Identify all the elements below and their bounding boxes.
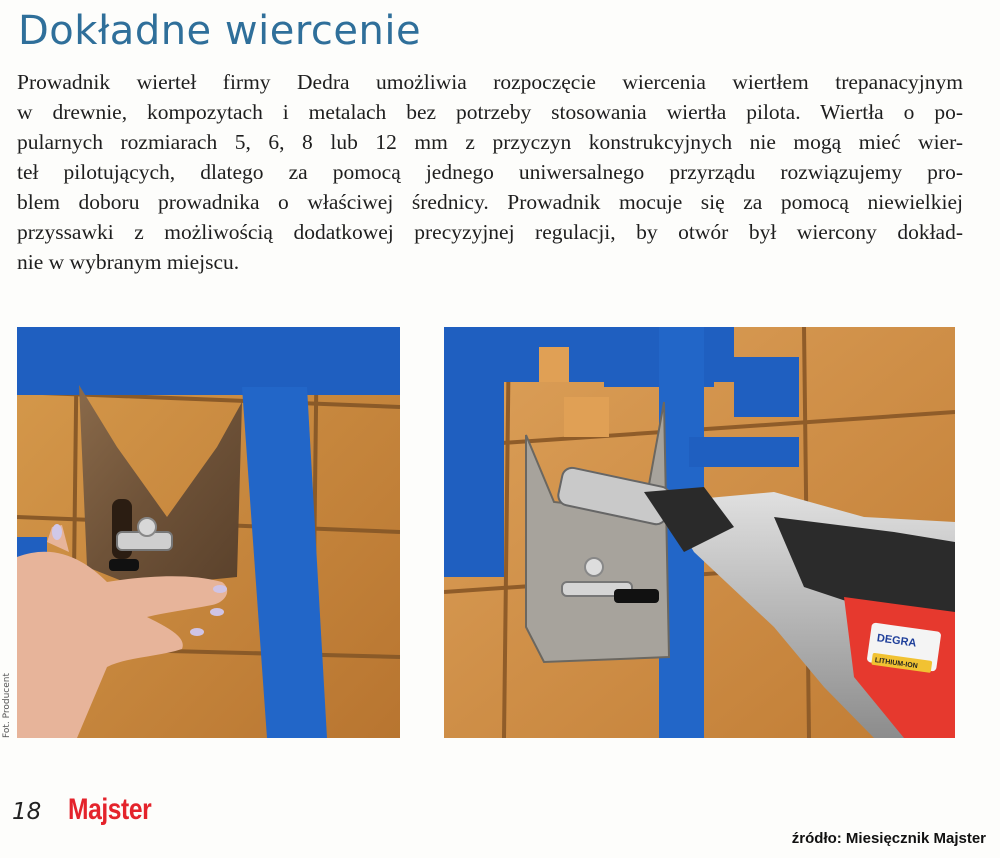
article-title: Dokładne wiercenie [18,8,422,54]
photo-credit: Fot. Producent [2,672,12,738]
article-body [17,67,963,277]
source-caption: źródło: Miesięcznik Majster [791,830,986,847]
body-line: przyssawki z możliwością dodatkowej precyzyjnej regulacji, by otwór był wiercony dokład- [17,220,963,244]
photo-drilling-with-guide [444,327,955,738]
photo-drilling-with-guide-illustration [444,327,955,738]
body-line: nie w wybranym miejscu. [17,250,240,274]
body-line: blem doboru prowadnika o właściwej średnicy. Prowadnik mocuje się za pomocą niewielkiej [17,190,963,214]
body-line: teł pilotujących, dlatego za pomocą jednego uniwersalnego przyrządu rozwiązujemy pro- [17,160,963,184]
body-line: pularnych rozmiarach 5, 6, 8 lub 12 mm z przyczyn konstrukcyjnych nie mogą mieć wier- [17,130,963,154]
photo-guide-on-wall [17,327,400,738]
body-line: w drewnie, kompozytach i metalach bez potrzeby stosowania wiertła pilota. Wiertła o po- [17,100,963,124]
drill-sticker-label: LITHIUM-ION [874,657,919,671]
page-number: 18 [12,799,42,825]
drill-brand-label: DEGRA [876,632,918,650]
body-line: Prowadnik wierteł firmy Dedra umożliwia rozpoczęcie wiercenia wiertłem trepanacyjnym [17,70,963,94]
magazine-logo: Majster [68,793,152,826]
photo-guide-on-wall-illustration [17,327,400,738]
